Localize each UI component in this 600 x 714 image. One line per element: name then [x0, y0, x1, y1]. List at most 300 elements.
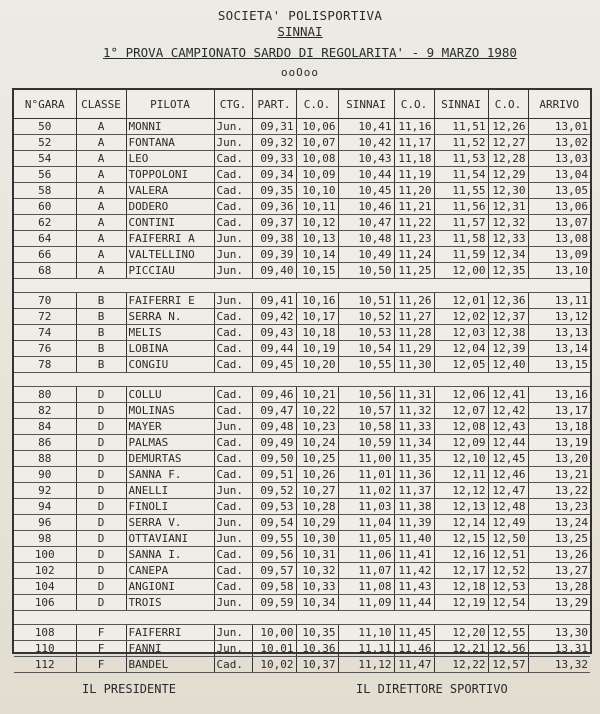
table-cell: A [76, 231, 126, 247]
table-cell: 11,47 [394, 657, 434, 673]
table-cell: TOPPOLONI [126, 167, 214, 183]
table-row [14, 215, 590, 231]
table-cell: MAYER [126, 419, 214, 435]
table-cell: 10,06 [296, 119, 338, 135]
table-cell: 12,27 [488, 135, 528, 151]
table-cell: Cad. [214, 403, 252, 419]
table-row [14, 657, 590, 673]
table-cell: Jun. [214, 419, 252, 435]
table-cell: Cad. [214, 547, 252, 563]
table-cell: 12,18 [434, 579, 488, 595]
table-cell: ANELLI [126, 483, 214, 499]
table-cell: 12,45 [488, 451, 528, 467]
table-cell: 10,14 [296, 247, 338, 263]
table-cell: 12,05 [434, 357, 488, 373]
table-cell: 12,31 [488, 199, 528, 215]
table-cell: VALTELLINO [126, 247, 214, 263]
table-row [14, 231, 590, 247]
table-cell: A [76, 167, 126, 183]
table-cell: Cad. [214, 499, 252, 515]
table-cell: 12,35 [488, 263, 528, 279]
table-cell: 108 [14, 625, 76, 641]
table-cell: 10,17 [296, 309, 338, 325]
table-cell: 10,54 [338, 341, 394, 357]
table-cell: 12,04 [434, 341, 488, 357]
table-cell: 12,10 [434, 451, 488, 467]
table-cell: 10,31 [296, 547, 338, 563]
table-cell: 09,38 [252, 231, 296, 247]
table-cell: 12,11 [434, 467, 488, 483]
table-cell: 10,34 [296, 595, 338, 611]
table-cell: 12,14 [434, 515, 488, 531]
table-cell: 10,30 [296, 531, 338, 547]
table-cell: B [76, 341, 126, 357]
table-cell: 10,45 [338, 183, 394, 199]
table-header-row [14, 90, 590, 119]
sports-director-signature-label: IL DIRETTORE SPORTIVO [356, 682, 508, 696]
separator-cell [14, 611, 590, 625]
table-cell: 13,28 [528, 579, 590, 595]
table-cell: 10,27 [296, 483, 338, 499]
table-cell: 96 [14, 515, 76, 531]
table-row [14, 499, 590, 515]
table-cell: 12,32 [488, 215, 528, 231]
table-cell: 100 [14, 547, 76, 563]
column-header: ARRIVO [528, 90, 590, 119]
table-cell: 56 [14, 167, 76, 183]
table-cell: 09,50 [252, 451, 296, 467]
table-cell: 12,34 [488, 247, 528, 263]
table-cell: 10,02 [252, 657, 296, 673]
table-cell: 10,07 [296, 135, 338, 151]
table-cell: 12,50 [488, 531, 528, 547]
table-cell: 13,27 [528, 563, 590, 579]
table-row [14, 151, 590, 167]
table-cell: 11,25 [394, 263, 434, 279]
table-cell: 11,55 [434, 183, 488, 199]
table-cell: 12,20 [434, 625, 488, 641]
table-cell: 11,10 [338, 625, 394, 641]
table-cell: 09,57 [252, 563, 296, 579]
table-cell: 12,19 [434, 595, 488, 611]
table-cell: 12,30 [488, 183, 528, 199]
table-cell: 13,01 [528, 119, 590, 135]
table-cell: 12,02 [434, 309, 488, 325]
table-cell: 11,12 [338, 657, 394, 673]
table-cell: 09,45 [252, 357, 296, 373]
table-cell: 12,00 [434, 263, 488, 279]
table-cell: 72 [14, 309, 76, 325]
table-cell: 12,52 [488, 563, 528, 579]
table-cell: D [76, 451, 126, 467]
table-cell: 11,37 [394, 483, 434, 499]
table-row [14, 387, 590, 403]
table-cell: 13,07 [528, 215, 590, 231]
table-cell: Cad. [214, 387, 252, 403]
table-cell: 13,02 [528, 135, 590, 151]
table-cell: Cad. [214, 183, 252, 199]
table-body [14, 119, 590, 673]
table-cell: 11,07 [338, 563, 394, 579]
table-cell: 11,19 [394, 167, 434, 183]
table-cell: 12,46 [488, 467, 528, 483]
table-cell: 102 [14, 563, 76, 579]
table-cell: Cad. [214, 563, 252, 579]
table-cell: 13,11 [528, 293, 590, 309]
column-header: PART. [252, 90, 296, 119]
table-cell: 68 [14, 263, 76, 279]
table-cell: 09,49 [252, 435, 296, 451]
table-cell: 10,10 [296, 183, 338, 199]
table-cell: 92 [14, 483, 76, 499]
table-row [14, 579, 590, 595]
table-cell: A [76, 151, 126, 167]
table-cell: Jun. [214, 119, 252, 135]
event-title: 1° PROVA CAMPIONATO SARDO DI REGOLARITA' - 9 MARZO 1980 [103, 45, 517, 60]
table-cell: 88 [14, 451, 76, 467]
table-row [14, 563, 590, 579]
table-cell: 11,16 [394, 119, 434, 135]
table-cell: 10,18 [296, 325, 338, 341]
separator-cell [14, 279, 590, 293]
table-cell: 10,37 [296, 657, 338, 673]
table-cell: 09,37 [252, 215, 296, 231]
table-cell: D [76, 547, 126, 563]
table-cell: 09,39 [252, 247, 296, 263]
group-separator [14, 279, 590, 293]
table-cell: 11,41 [394, 547, 434, 563]
table-row [14, 167, 590, 183]
table-cell: 90 [14, 467, 76, 483]
table-cell: ANGIONI [126, 579, 214, 595]
table-cell: 12,12 [434, 483, 488, 499]
table-cell: 11,31 [394, 387, 434, 403]
table-cell: 10,00 [252, 625, 296, 641]
table-cell: 11,24 [394, 247, 434, 263]
table-row [14, 595, 590, 611]
table-cell: A [76, 247, 126, 263]
table-cell: FONTANA [126, 135, 214, 151]
table-cell: 10,55 [338, 357, 394, 373]
table-cell: 13,26 [528, 547, 590, 563]
table-cell: 12,06 [434, 387, 488, 403]
table-cell: 09,56 [252, 547, 296, 563]
table-cell: D [76, 531, 126, 547]
table-cell: 12,29 [488, 167, 528, 183]
president-signature-label: IL PRESIDENTE [82, 682, 176, 696]
table-cell: 11,11 [338, 641, 394, 657]
table-cell: 13,12 [528, 309, 590, 325]
table-cell: 11,42 [394, 563, 434, 579]
table-cell: 11,51 [434, 119, 488, 135]
table-cell: 11,54 [434, 167, 488, 183]
table-cell: 09,52 [252, 483, 296, 499]
table-cell: 11,56 [434, 199, 488, 215]
table-cell: 11,38 [394, 499, 434, 515]
group-separator [14, 373, 590, 387]
table-cell: 10,49 [338, 247, 394, 263]
table-cell: 11,52 [434, 135, 488, 151]
table-cell: 12,41 [488, 387, 528, 403]
table-cell: 11,17 [394, 135, 434, 151]
table-cell: B [76, 325, 126, 341]
table-row [14, 119, 590, 135]
table-cell: 09,36 [252, 199, 296, 215]
table-cell: 60 [14, 199, 76, 215]
table-cell: 12,48 [488, 499, 528, 515]
table-cell: 13,19 [528, 435, 590, 451]
table-cell: 11,32 [394, 403, 434, 419]
table-cell: 11,28 [394, 325, 434, 341]
table-cell: 74 [14, 325, 76, 341]
table-cell: 10,52 [338, 309, 394, 325]
results-table [14, 90, 590, 673]
table-cell: F [76, 641, 126, 657]
table-cell: 11,34 [394, 435, 434, 451]
column-header: SINNAI [434, 90, 488, 119]
table-cell: Jun. [214, 531, 252, 547]
table-cell: PALMAS [126, 435, 214, 451]
table-cell: 10,43 [338, 151, 394, 167]
table-cell: MOLINAS [126, 403, 214, 419]
table-cell: 10,21 [296, 387, 338, 403]
table-cell: 10,57 [338, 403, 394, 419]
table-cell: 13,29 [528, 595, 590, 611]
table-cell: 10,36 [296, 641, 338, 657]
table-row [14, 419, 590, 435]
table-cell: 11,46 [394, 641, 434, 657]
table-cell: FAIFERRI E [126, 293, 214, 309]
table-cell: 12,36 [488, 293, 528, 309]
separator-cell [14, 373, 590, 387]
table-cell: 10,33 [296, 579, 338, 595]
table-cell: 11,45 [394, 625, 434, 641]
table-cell: Jun. [214, 483, 252, 499]
table-cell: 10,32 [296, 563, 338, 579]
table-cell: 12,09 [434, 435, 488, 451]
table-cell: Jun. [214, 515, 252, 531]
table-cell: 13,16 [528, 387, 590, 403]
table-cell: SANNA I. [126, 547, 214, 563]
table-cell: 12,42 [488, 403, 528, 419]
table-cell: 10,50 [338, 263, 394, 279]
table-cell: 10,08 [296, 151, 338, 167]
column-header: C.O. [488, 90, 528, 119]
table-cell: 11,03 [338, 499, 394, 515]
table-cell: 12,53 [488, 579, 528, 595]
table-cell: D [76, 403, 126, 419]
table-cell: Jun. [214, 641, 252, 657]
table-cell: 10,25 [296, 451, 338, 467]
table-cell: 11,01 [338, 467, 394, 483]
table-cell: A [76, 183, 126, 199]
table-cell: FINOLI [126, 499, 214, 515]
table-cell: D [76, 499, 126, 515]
table-cell: 11,23 [394, 231, 434, 247]
table-cell: 10,56 [338, 387, 394, 403]
table-cell: PICCIAU [126, 263, 214, 279]
table-cell: 11,36 [394, 467, 434, 483]
table-cell: 11,35 [394, 451, 434, 467]
table-cell: 09,53 [252, 499, 296, 515]
column-header: SINNAI [338, 90, 394, 119]
table-cell: D [76, 563, 126, 579]
table-cell: 64 [14, 231, 76, 247]
table-cell: 09,46 [252, 387, 296, 403]
table-cell: 11,04 [338, 515, 394, 531]
table-cell: OTTAVIANI [126, 531, 214, 547]
table-cell: 66 [14, 247, 76, 263]
table-cell: 10,16 [296, 293, 338, 309]
table-cell: LOBINA [126, 341, 214, 357]
table-cell: 11,02 [338, 483, 394, 499]
table-cell: 110 [14, 641, 76, 657]
table-cell: 12,33 [488, 231, 528, 247]
table-cell: 98 [14, 531, 76, 547]
table-cell: 09,33 [252, 151, 296, 167]
table-cell: 12,55 [488, 625, 528, 641]
table-cell: 13,09 [528, 247, 590, 263]
table-cell: 12,37 [488, 309, 528, 325]
table-cell: 09,55 [252, 531, 296, 547]
table-cell: 11,43 [394, 579, 434, 595]
column-header: PILOTA [126, 90, 214, 119]
table-cell: CONTINI [126, 215, 214, 231]
table-row [14, 293, 590, 309]
table-cell: 13,25 [528, 531, 590, 547]
table-cell: Jun. [214, 263, 252, 279]
table-cell: 11,27 [394, 309, 434, 325]
table-cell: 13,18 [528, 419, 590, 435]
table-row [14, 625, 590, 641]
table-cell: 11,20 [394, 183, 434, 199]
table-cell: 11,18 [394, 151, 434, 167]
table-cell: 11,57 [434, 215, 488, 231]
table-cell: 10,46 [338, 199, 394, 215]
table-cell: TROIS [126, 595, 214, 611]
table-cell: 10,26 [296, 467, 338, 483]
table-cell: 10,48 [338, 231, 394, 247]
table-cell: 09,51 [252, 467, 296, 483]
table-cell: SANNA F. [126, 467, 214, 483]
table-cell: 11,00 [338, 451, 394, 467]
table-cell: 12,16 [434, 547, 488, 563]
table-cell: 09,42 [252, 309, 296, 325]
table-row [14, 263, 590, 279]
table-cell: 11,09 [338, 595, 394, 611]
table-cell: 11,40 [394, 531, 434, 547]
table-cell: 11,05 [338, 531, 394, 547]
table-cell: D [76, 515, 126, 531]
table-row [14, 435, 590, 451]
table-cell: 13,10 [528, 263, 590, 279]
table-cell: 10,13 [296, 231, 338, 247]
table-cell: 09,44 [252, 341, 296, 357]
table-cell: MELIS [126, 325, 214, 341]
table-cell: Jun. [214, 293, 252, 309]
table-cell: VALERA [126, 183, 214, 199]
table-cell: 09,59 [252, 595, 296, 611]
table-cell: 12,54 [488, 595, 528, 611]
table-cell: D [76, 387, 126, 403]
table-cell: Jun. [214, 135, 252, 151]
table-cell: 11,58 [434, 231, 488, 247]
table-cell: Cad. [214, 435, 252, 451]
column-header: C.O. [296, 90, 338, 119]
table-cell: 52 [14, 135, 76, 151]
table-cell: 11,59 [434, 247, 488, 263]
column-header: C.O. [394, 90, 434, 119]
table-row [14, 451, 590, 467]
table-cell: 11,22 [394, 215, 434, 231]
table-cell: 12,07 [434, 403, 488, 419]
table-cell: Cad. [214, 215, 252, 231]
table-cell: 10,23 [296, 419, 338, 435]
table-cell: Cad. [214, 579, 252, 595]
table-cell: 11,29 [394, 341, 434, 357]
table-cell: Jun. [214, 625, 252, 641]
table-row [14, 483, 590, 499]
society-name: SOCIETA' POLISPORTIVA [217, 8, 383, 23]
table-cell: 13,20 [528, 451, 590, 467]
table-cell: B [76, 293, 126, 309]
table-cell: 10,12 [296, 215, 338, 231]
table-row [14, 357, 590, 373]
table-row [14, 199, 590, 215]
table-cell: Cad. [214, 357, 252, 373]
table-cell: SERRA N. [126, 309, 214, 325]
table-cell: 13,15 [528, 357, 590, 373]
table-cell: B [76, 357, 126, 373]
column-header: CTG. [214, 90, 252, 119]
table-cell: 09,40 [252, 263, 296, 279]
table-row [14, 183, 590, 199]
table-cell: DEMURTAS [126, 451, 214, 467]
table-row [14, 325, 590, 341]
table-cell: 94 [14, 499, 76, 515]
table-cell: 09,54 [252, 515, 296, 531]
table-cell: Cad. [214, 309, 252, 325]
table-cell: 13,22 [528, 483, 590, 499]
table-cell: 86 [14, 435, 76, 451]
table-cell: 13,23 [528, 499, 590, 515]
table-cell: 13,03 [528, 151, 590, 167]
table-cell: 12,56 [488, 641, 528, 657]
table-cell: 12,13 [434, 499, 488, 515]
table-cell: 12,38 [488, 325, 528, 341]
table-cell: 12,57 [488, 657, 528, 673]
table-cell: 104 [14, 579, 76, 595]
table-cell: 09,58 [252, 579, 296, 595]
table-cell: Cad. [214, 151, 252, 167]
group-separator [14, 611, 590, 625]
table-row [14, 247, 590, 263]
table-cell: CONGIU [126, 357, 214, 373]
table-cell: 13,05 [528, 183, 590, 199]
table-row [14, 467, 590, 483]
table-cell: 13,31 [528, 641, 590, 657]
table-cell: 76 [14, 341, 76, 357]
table-cell: 09,35 [252, 183, 296, 199]
table-cell: 09,43 [252, 325, 296, 341]
table-cell: 13,17 [528, 403, 590, 419]
table-cell: 09,48 [252, 419, 296, 435]
table-cell: 09,32 [252, 135, 296, 151]
table-cell: 13,04 [528, 167, 590, 183]
table-cell: 10,41 [338, 119, 394, 135]
table-cell: 12,21 [434, 641, 488, 657]
table-cell: 11,53 [434, 151, 488, 167]
